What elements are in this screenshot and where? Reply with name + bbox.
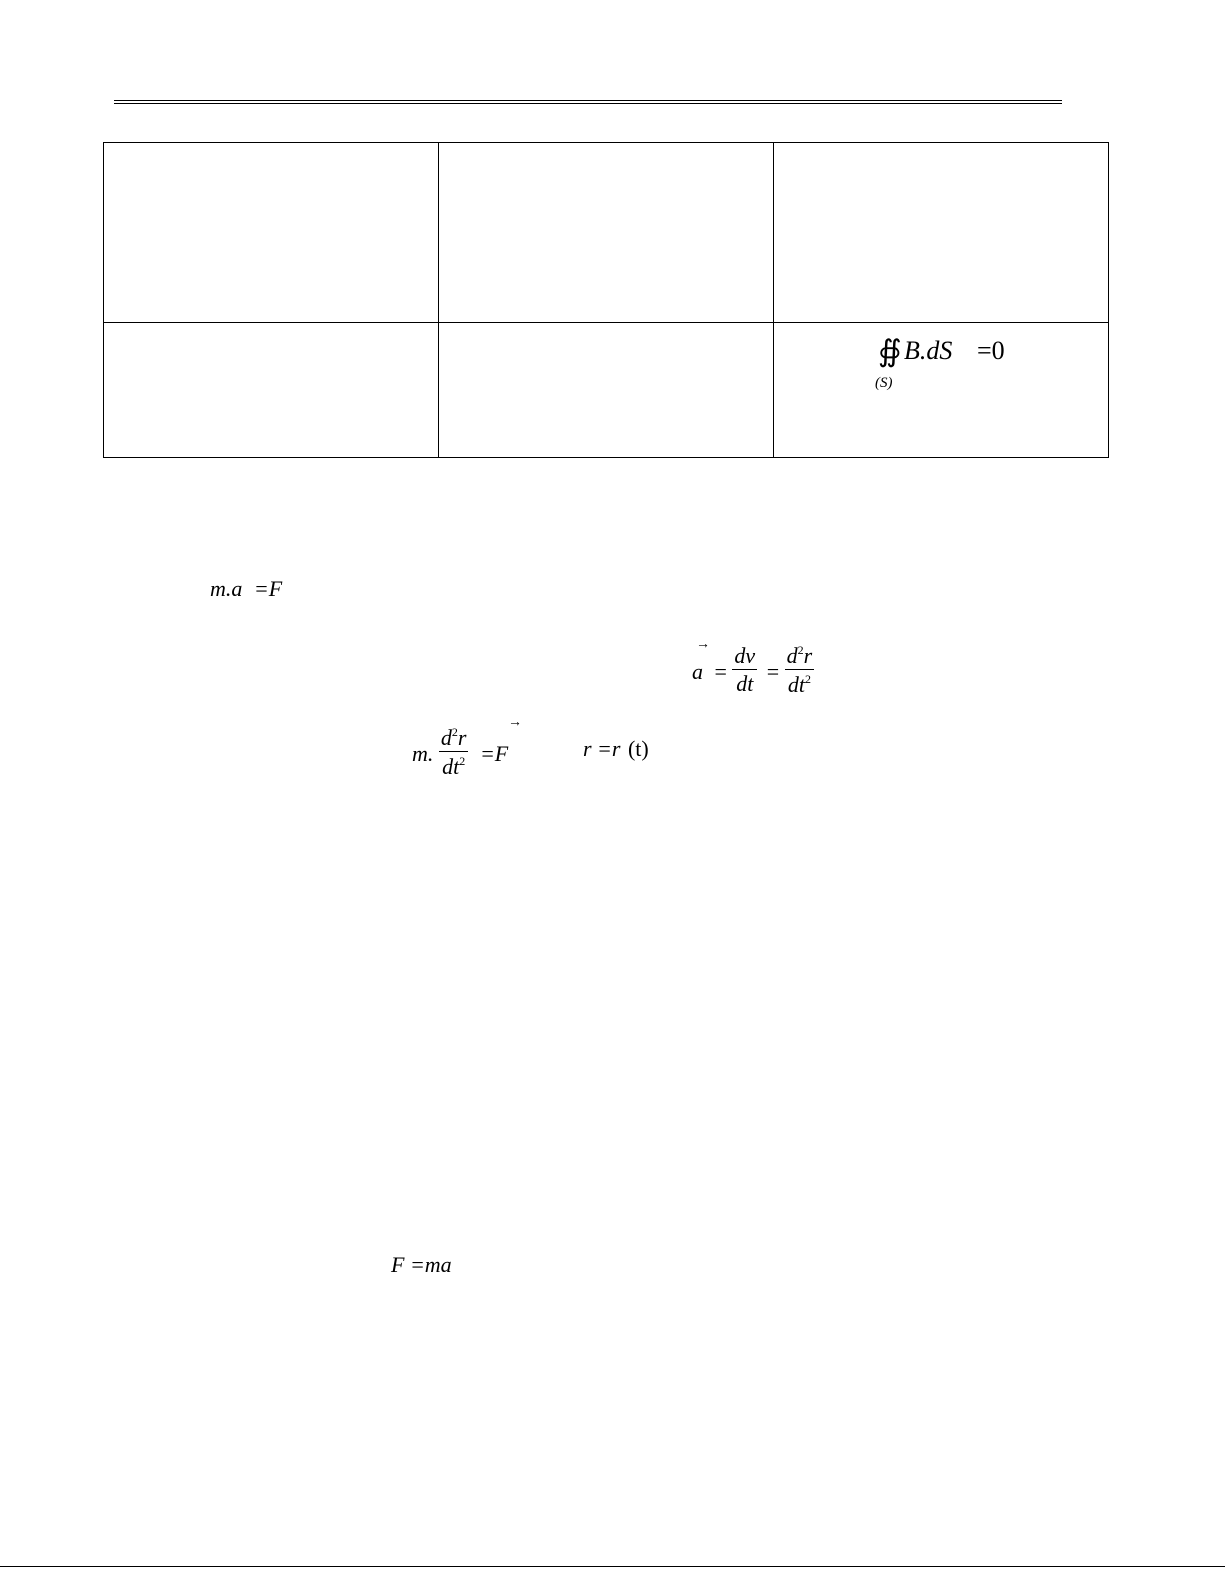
newton-equation [210, 578, 282, 600]
force-equation: F =ma [391, 1252, 452, 1277]
accel-equals: = [714, 659, 727, 685]
table-cell [439, 323, 774, 458]
fraction-numerator [785, 644, 815, 670]
fraction-dv-dt [732, 645, 757, 695]
motion-equation [412, 715, 522, 779]
header-rule [114, 100, 1062, 101]
acceleration-equation [692, 637, 814, 697]
equations-table [103, 142, 1109, 458]
table-cell [104, 323, 439, 458]
table-row [104, 143, 1109, 323]
table-cell [439, 143, 774, 323]
fraction-d2r-dt2 [785, 644, 815, 696]
exponent: 2 [459, 754, 466, 768]
gauss-law-equals: =0 [977, 336, 1005, 365]
motion-rhs: =F [479, 741, 509, 767]
table-row [104, 323, 1109, 458]
fraction-denominator [785, 670, 815, 696]
table-cell [104, 143, 439, 323]
surface-integral-symbol: ∯ [878, 335, 902, 368]
exponent: 2 [804, 672, 811, 686]
fraction-denominator: dt [736, 671, 754, 696]
r-symbol: r [457, 725, 467, 750]
mass-symbol: m. [412, 741, 434, 767]
gauss-law-body: B.dS [904, 336, 953, 365]
fraction-d2r-dt2 [439, 726, 469, 778]
r-symbol: r [803, 643, 813, 668]
d-symbol: d [786, 643, 798, 668]
trajectory-argument: (t) [627, 736, 649, 761]
vector-arrow-icon: → [696, 637, 710, 652]
accel-symbol: a [692, 659, 703, 685]
fraction-numerator [439, 726, 469, 752]
fraction-denominator [439, 752, 469, 778]
gauss-law-subscript: (S) [875, 375, 893, 391]
fraction-numerator: dv [734, 643, 756, 668]
dt-symbol: dt [442, 754, 460, 779]
dt-symbol: dt [787, 672, 805, 697]
table-cell-gauss [774, 323, 1109, 458]
exponent: 2 [797, 643, 804, 657]
footer-rule [0, 1566, 1225, 1567]
table-cell [774, 143, 1109, 323]
trajectory-lhs: r =r [583, 736, 621, 761]
trajectory-equation [583, 738, 649, 760]
vector-arrow-icon: → [508, 715, 522, 730]
header-rule-double [114, 103, 1062, 104]
newton-lhs: m.a [210, 576, 243, 601]
newton-rhs: =F [253, 576, 283, 601]
accel-equals-2: = [766, 659, 780, 685]
exponent: 2 [451, 725, 458, 739]
d-symbol: d [440, 725, 452, 750]
